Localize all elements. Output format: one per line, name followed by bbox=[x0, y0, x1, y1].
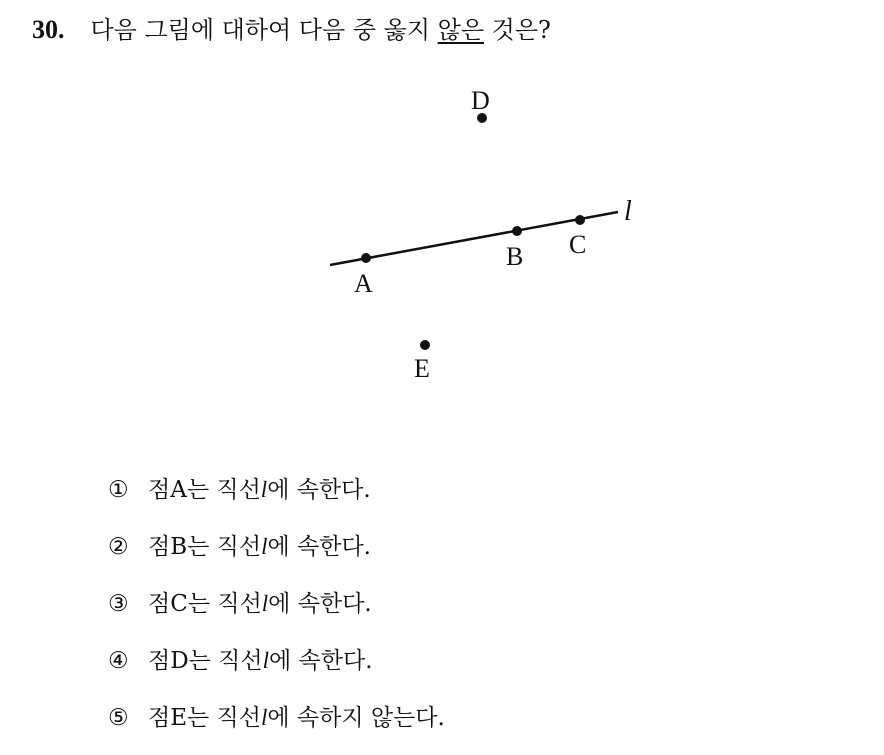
point-d-label: D bbox=[471, 86, 490, 115]
point-a-label: A bbox=[354, 269, 373, 298]
choice-5[interactable] bbox=[108, 698, 445, 755]
question-text-after: 것은? bbox=[484, 16, 551, 44]
answer-choices bbox=[108, 470, 445, 755]
point-b-dot bbox=[512, 226, 522, 236]
choice-text: 점A는 직선 bbox=[148, 477, 261, 503]
question-text-before: 다음 그림에 대하여 다음 중 옳지 bbox=[90, 16, 438, 44]
choice-text-end: 에 속한다. bbox=[269, 648, 373, 674]
choice-4[interactable] bbox=[108, 641, 445, 698]
point-c-label: C bbox=[569, 230, 587, 259]
point-e-label: E bbox=[414, 354, 430, 383]
choice-number: ② bbox=[108, 534, 129, 560]
point-c-dot bbox=[575, 215, 585, 225]
choice-number: ③ bbox=[108, 591, 129, 617]
question-number: 30. bbox=[32, 15, 65, 44]
choice-text-end: 에 속한다. bbox=[267, 477, 371, 503]
choice-var: l bbox=[260, 705, 268, 730]
point-e-dot bbox=[420, 340, 430, 350]
choice-text: 점C는 직선 bbox=[148, 591, 262, 617]
choice-var: l bbox=[261, 591, 269, 616]
choice-number: ⑤ bbox=[108, 705, 129, 731]
choice-var: l bbox=[261, 534, 268, 559]
choice-text-end: 에 속하지 않는다. bbox=[267, 705, 445, 731]
choice-text: 점E는 직선 bbox=[148, 705, 261, 731]
choice-number: ① bbox=[108, 477, 129, 503]
choice-text: 점D는 직선 bbox=[148, 648, 263, 674]
question-emphasis: 않은 bbox=[437, 16, 485, 44]
choice-2[interactable] bbox=[108, 527, 445, 584]
choice-var: l bbox=[260, 477, 268, 502]
choice-3[interactable] bbox=[108, 584, 445, 641]
choice-number: ④ bbox=[108, 648, 129, 674]
choice-text: 점B는 직선 bbox=[148, 534, 262, 560]
line-l-label: l bbox=[624, 196, 632, 227]
point-a-dot bbox=[361, 253, 371, 263]
choice-text-end: 에 속한다. bbox=[268, 591, 372, 617]
choice-var: l bbox=[262, 648, 270, 673]
choice-1[interactable] bbox=[108, 470, 445, 527]
point-b-label: B bbox=[506, 242, 524, 271]
choice-text-end: 에 속한다. bbox=[267, 534, 371, 560]
